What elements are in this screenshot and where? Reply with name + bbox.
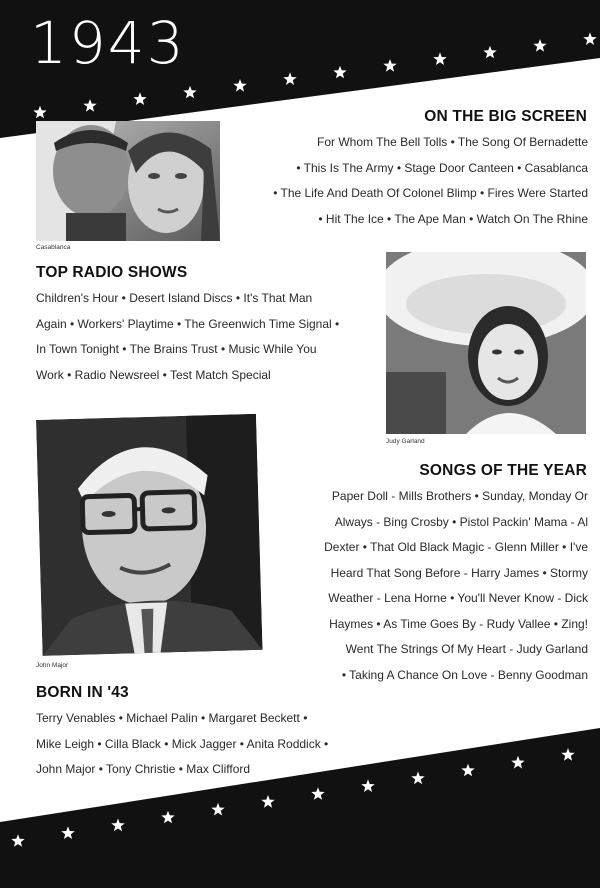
big-screen-line: • Hit The Ice • The Ape Man • Watch On The Rhine (318, 211, 588, 226)
songs-line: Haymes • As Time Goes By - Rudy Vallee • Zing! (329, 616, 588, 631)
songs-list (324, 484, 588, 688)
songs-line: Weather - Lena Horne • You'll Never Know - Dick (328, 591, 588, 605)
born-line: John Major • Tony Christie • Max Clifford (36, 762, 251, 776)
born-list (36, 706, 328, 783)
born-heading: BORN IN '43 (36, 684, 129, 701)
radio-line: Work • Radio Newsreel • Test Match Special (36, 367, 271, 382)
radio-line: Children's Hour • Desert Island Discs • It's That Man (36, 291, 313, 305)
songs-line: Went The Strings Of My Heart - Judy Garland (345, 642, 588, 656)
radio-list (36, 286, 339, 388)
judy-garland-caption: Judy Garland (386, 438, 425, 445)
big-screen-list (273, 130, 588, 232)
songs-line: Dexter • That Old Black Magic - Glenn Miller • I've (324, 540, 588, 554)
songs-line: • Taking A Chance On Love - Benny Goodman (341, 667, 588, 682)
john-major-caption: John Major (36, 662, 69, 669)
songs-line: Heard That Song Before - Harry James • Stormy (330, 565, 588, 580)
big-screen-line: For Whom The Bell Tolls • The Song Of Bernadette (316, 135, 588, 149)
big-screen-line: • The Life And Death Of Colonel Blimp • Fires Were Started (273, 186, 588, 200)
radio-line: Again • Workers' Playtime • The Greenwich Time Signal • (36, 316, 340, 331)
born-line: Mike Leigh • Cilla Black • Mick Jagger • Anita Roddick • (36, 736, 329, 751)
year-title: 1943 (30, 9, 186, 77)
born-line: Terry Venables • Michael Palin • Margaret Beckett • (36, 711, 308, 725)
songs-heading: SONGS OF THE YEAR (419, 462, 587, 479)
radio-heading: TOP RADIO SHOWS (36, 264, 188, 281)
casablanca-photo (36, 121, 220, 241)
john-major-photo (36, 414, 263, 656)
big-screen-line: • This Is The Army • Stage Door Canteen • Casablanca (296, 160, 588, 175)
casablanca-caption: Casablanca (36, 244, 71, 251)
big-screen-heading: ON THE BIG SCREEN (424, 108, 587, 125)
judy-garland-photo (386, 252, 586, 434)
songs-line: Always - Bing Crosby • Pistol Packin' Mama - Al (334, 514, 588, 529)
radio-line: In Town Tonight • The Brains Trust • Music While You (36, 342, 317, 356)
songs-line: Paper Doll - Mills Brothers • Sunday, Monday Or (331, 489, 588, 503)
